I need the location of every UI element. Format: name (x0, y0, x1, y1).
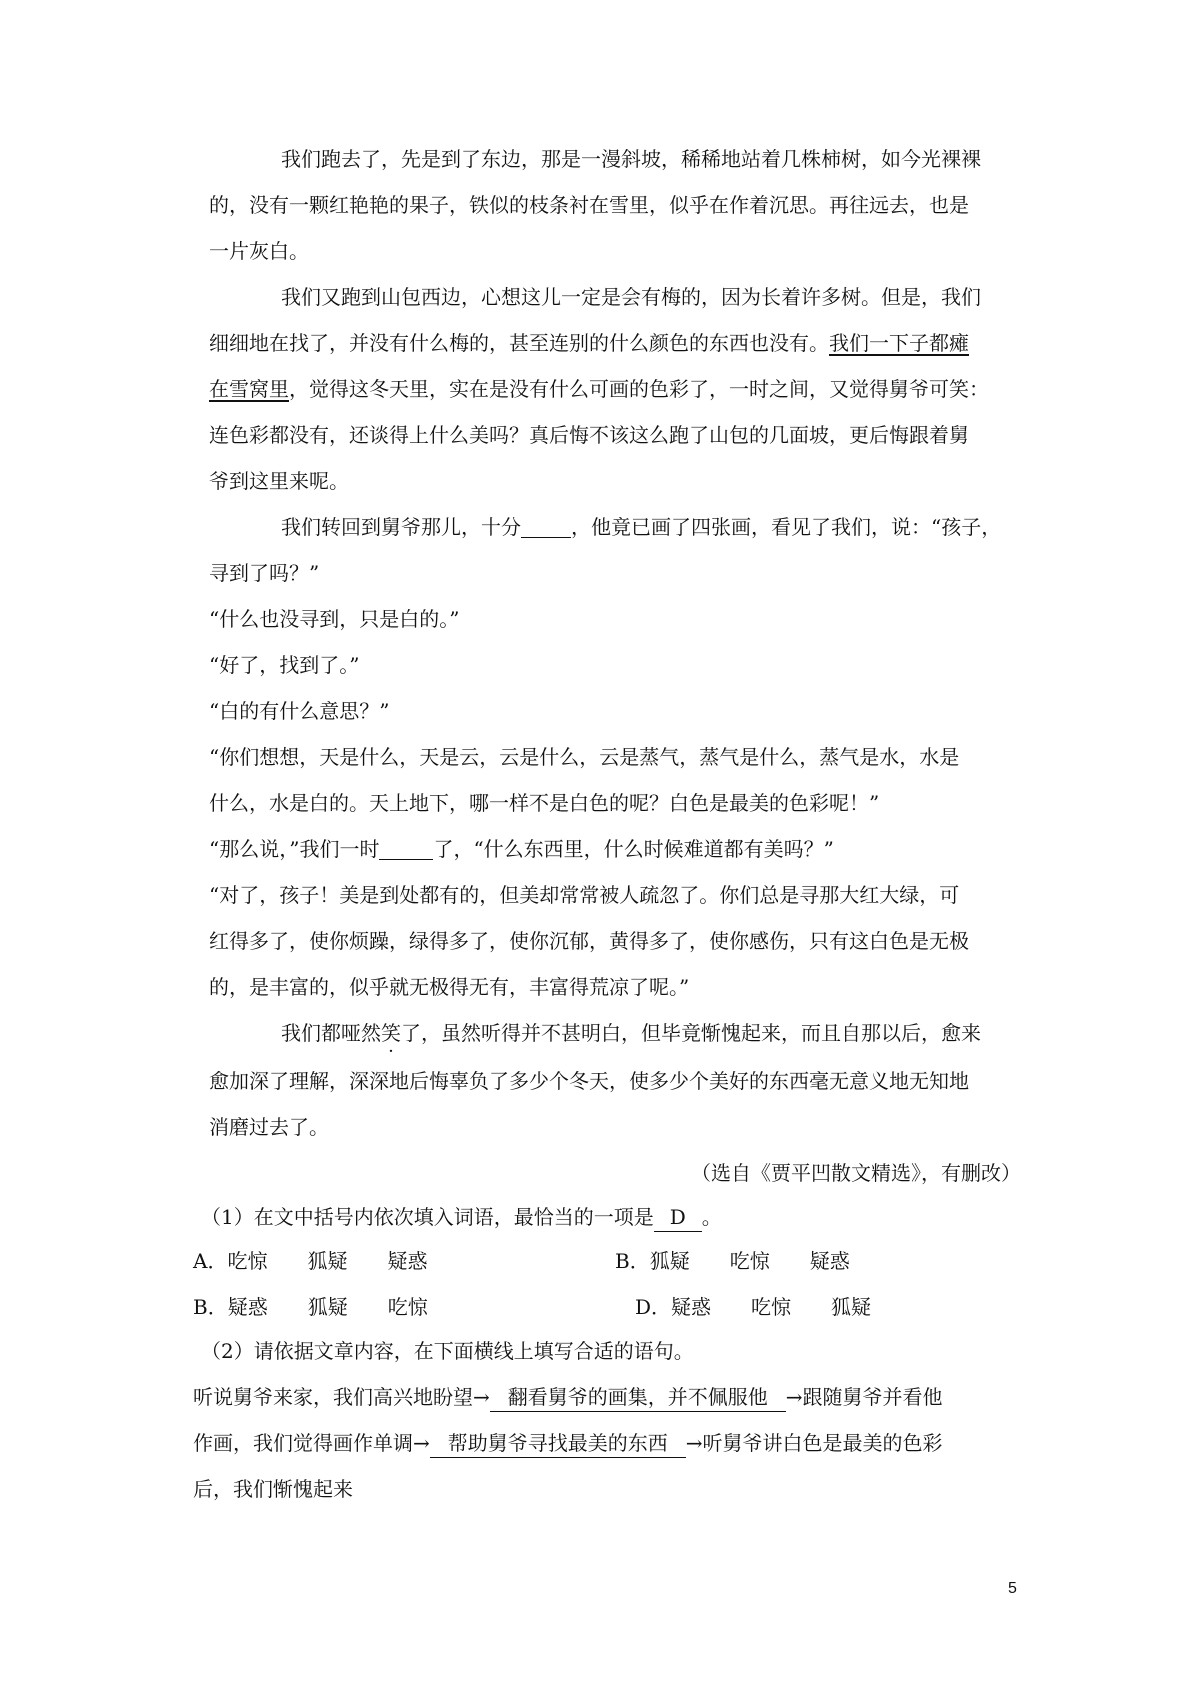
dialogue-line (209, 696, 389, 726)
option-c[interactable] (193, 1292, 428, 1322)
text: 寻到了吗？” (209, 561, 320, 585)
paragraph-line (209, 466, 349, 496)
paragraph-line (209, 282, 981, 312)
text: 什么，水是白的。天上地下，哪一样不是白色的呢？白色是最美的色彩呢！” (209, 791, 880, 815)
fill-blank-1[interactable] (521, 515, 571, 538)
text: 细细地在找了，并没有什么梅的，甚至连别的什么颜色的东西也没有。 (209, 331, 829, 355)
text: 我们又跑到山包西边，心想这儿一定是会有梅的，因为长着许多树。但是，我们 (281, 285, 981, 309)
text: 后，我们惭愧起来 (193, 1477, 353, 1501)
text: 了，虽然听得并不甚明白，但毕竟惭愧起来，而且自那以后，愈来 (401, 1021, 981, 1045)
text: “白的有什么意思？” (209, 699, 390, 723)
page-number: 5 (1008, 1580, 1017, 1597)
text: 连色彩都没有，还谈得上什么美吗？真后悔不该这么跑了山包的几面坡，更后悔跟着舅 (209, 423, 969, 447)
question-2-stem (201, 1336, 694, 1366)
paragraph-line (209, 512, 1001, 542)
question-2-line (193, 1382, 943, 1412)
fill-blank-2[interactable] (379, 837, 433, 860)
text: “对了，孩子！美是到处都有的，但美却常常被人疏忽了。你们总是寻那大红大绿，可 (209, 883, 960, 907)
text: ，他竟已画了四张画，看见了我们，说：“孩子， (571, 515, 1002, 539)
text: B．狐疑 吃惊 疑惑 (615, 1249, 850, 1273)
paragraph-line (209, 1112, 329, 1142)
paragraph-line (209, 374, 989, 404)
text: （2）请依据文章内容，在下面横线上填写合适的语句。 (201, 1339, 694, 1363)
text: （选自《贾平凹散文精选》，有删改） (691, 1161, 1021, 1185)
text: B．疑惑 狐疑 吃惊 (193, 1295, 428, 1319)
text: 。 (701, 1205, 722, 1229)
underlined-sentence: 我们一下子都瘫 (829, 331, 969, 355)
dialogue-line (209, 742, 959, 772)
text: 听说舅爷来家，我们高兴地盼望→ (193, 1385, 490, 1409)
question-2-line (193, 1428, 943, 1458)
text: “那么说，”我们一时 (209, 837, 380, 861)
text: →听舅爷讲白色是最美的色彩 (685, 1431, 943, 1455)
underlined-sentence: 在雪窝里 (209, 377, 289, 401)
text: 红得多了，使你烦躁，绿得多了，使你沉郁，黄得多了，使你感伤，只有这白色是无极 (209, 929, 969, 953)
text: A．吃惊 狐疑 疑惑 (193, 1249, 428, 1273)
text: 我们都哑然 (281, 1021, 381, 1045)
dialogue-line (209, 972, 689, 1002)
text: 的，是丰富的，似乎就无极得无有，丰富得荒凉了呢。” (209, 975, 690, 999)
text: D．疑惑 吃惊 狐疑 (635, 1295, 872, 1319)
option-a[interactable] (193, 1246, 427, 1276)
paragraph-line (209, 190, 969, 220)
paragraph-line (209, 1066, 969, 1096)
question-1-stem (201, 1202, 722, 1232)
paragraph-line (209, 144, 981, 174)
dialogue-line (209, 834, 834, 864)
text: 作画，我们觉得画作单调→ (193, 1431, 430, 1455)
text: 愈加深了理解，深深地后悔辜负了多少个冬天，使多少个美好的东西毫无意义地无知地 (209, 1069, 969, 1093)
paragraph-line (209, 420, 969, 450)
answer-blank[interactable]: D (654, 1203, 702, 1232)
text: →跟随舅爷并看他 (785, 1385, 943, 1409)
text: 消磨过去了。 (209, 1115, 329, 1139)
dialogue-line (209, 926, 969, 956)
answer-blank[interactable]: 帮助舅爷寻找最美的东西 (430, 1429, 686, 1458)
answer-blank[interactable]: 翻看舅爷的画集，并不佩服他 (490, 1383, 786, 1412)
paragraph-line (209, 236, 309, 266)
paragraph-line (209, 1018, 981, 1048)
dialogue-line (209, 604, 459, 634)
emphasized-character: 笑 (381, 1021, 401, 1045)
text: 一片灰白。 (209, 239, 309, 263)
text: 我们转回到舅爷那儿，十分 (281, 515, 521, 539)
dialogue-line (209, 880, 959, 910)
dialogue-line (209, 788, 879, 818)
option-d[interactable] (635, 1292, 871, 1322)
text: 我们跑去了，先是到了东边，那是一漫斜坡，稀稀地站着几株柿树，如今光裸裸 (281, 147, 981, 171)
text: （1）在文中括号内依次填入词语，最恰当的一项是 (201, 1205, 654, 1229)
text: 爷到这里来呢。 (209, 469, 349, 493)
question-2-line (193, 1474, 353, 1504)
text: ，觉得这冬天里，实在是没有什么可画的色彩了，一时之间，又觉得舅爷可笑： (289, 377, 989, 401)
dialogue-line (209, 650, 359, 680)
text: “好了，找到了。” (209, 653, 360, 677)
paragraph-line (209, 558, 319, 588)
option-b[interactable] (615, 1246, 850, 1276)
source-citation (691, 1158, 1021, 1188)
text: “什么也没寻到，只是白的。” (209, 607, 460, 631)
paragraph-line (209, 328, 969, 358)
text: “你们想想，天是什么，天是云，云是什么，云是蒸气，蒸气是什么，蒸气是水，水是 (209, 745, 960, 769)
text: 了，“什么东西里，什么时候难道都有美吗？” (433, 837, 834, 861)
text: 的，没有一颗红艳艳的果子，铁似的枝条衬在雪里，似乎在作着沉思。再往远去，也是 (209, 193, 969, 217)
